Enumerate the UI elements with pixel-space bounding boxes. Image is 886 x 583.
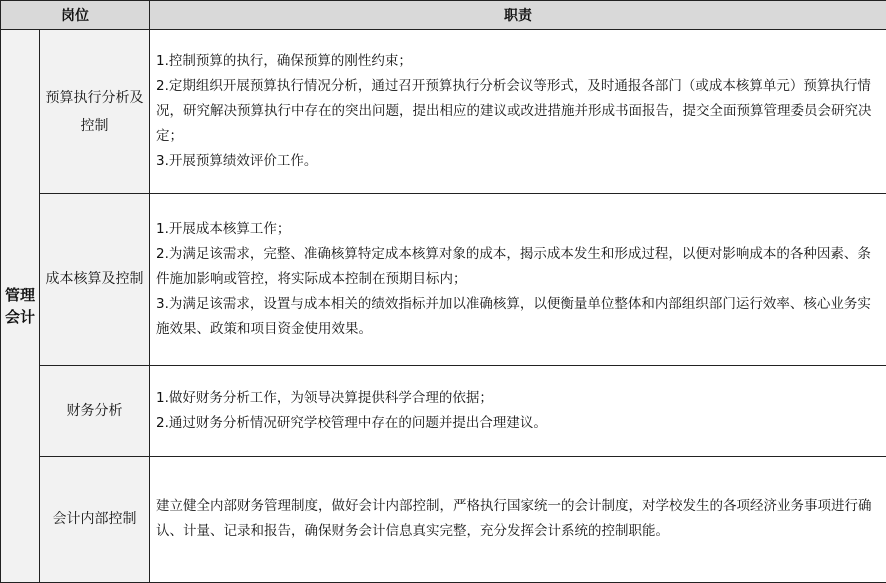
duty-cell [150, 456, 886, 582]
duty-line: 1.开展成本核算工作； [156, 220, 291, 237]
table-row [1, 30, 886, 194]
table-row [1, 193, 886, 365]
duty-line: 1.控制预算的执行，确保预算的刚性约束； [156, 53, 412, 70]
duty-line: 2.为满足该需求，完整、准确核算特定成本核算对象的成本，揭示成本发生和形成过程，以便对影响成本的各种因素、条件施加影响或管控，将实际成本控制在预期目标内； [156, 245, 871, 287]
duty-cell [150, 365, 886, 456]
duty-line: 1.做好财务分析工作，为领导决算提供科学合理的依据； [156, 389, 493, 406]
position-cell: 会计内部控制 [40, 456, 150, 582]
position-cell: 财务分析 [40, 365, 150, 456]
header-duty: 职责 [150, 1, 886, 30]
header-row [1, 1, 886, 30]
duty-line: 2.通过财务分析情况研究学校管理中存在的问题并提出合理建议。 [156, 414, 547, 431]
duty-line: 3.开展预算绩效评价工作。 [156, 153, 318, 170]
position-cell: 预算执行分析及控制 [40, 30, 150, 194]
position-cell: 成本核算及控制 [40, 193, 150, 365]
department-cell: 管理会计 [1, 30, 40, 583]
duty-line: 3.为满足该需求，设置与成本相关的绩效指标并加以准确核算，以便衡量单位整体和内部组织部门运行效率、核心业务实施效果、政策和项目资金使用效果。 [156, 295, 871, 337]
table-row [1, 456, 886, 582]
table-row [1, 365, 886, 456]
duty-cell [150, 30, 886, 194]
duty-cell [150, 193, 886, 365]
duty-line: 建立健全内部财务管理制度，做好会计内部控制，严格执行国家统一的会计制度，对学校发生的各项经济业务事项进行确认、计量、记录和报告，确保财务会计信息真实完整，充分发挥会计系统的控制职能。 [156, 498, 872, 540]
duty-line: 2.定期组织开展预算执行情况分析，通过召开预算执行分析会议等形式，及时通报各部门（或成本核算单元）预算执行情况，研究解决预算执行中存在的突出问题，提出相应的建议或改进措施并形成书面报告，提交全面预算管理委员会研究决定； [156, 78, 872, 145]
header-position: 岗位 [1, 1, 150, 30]
